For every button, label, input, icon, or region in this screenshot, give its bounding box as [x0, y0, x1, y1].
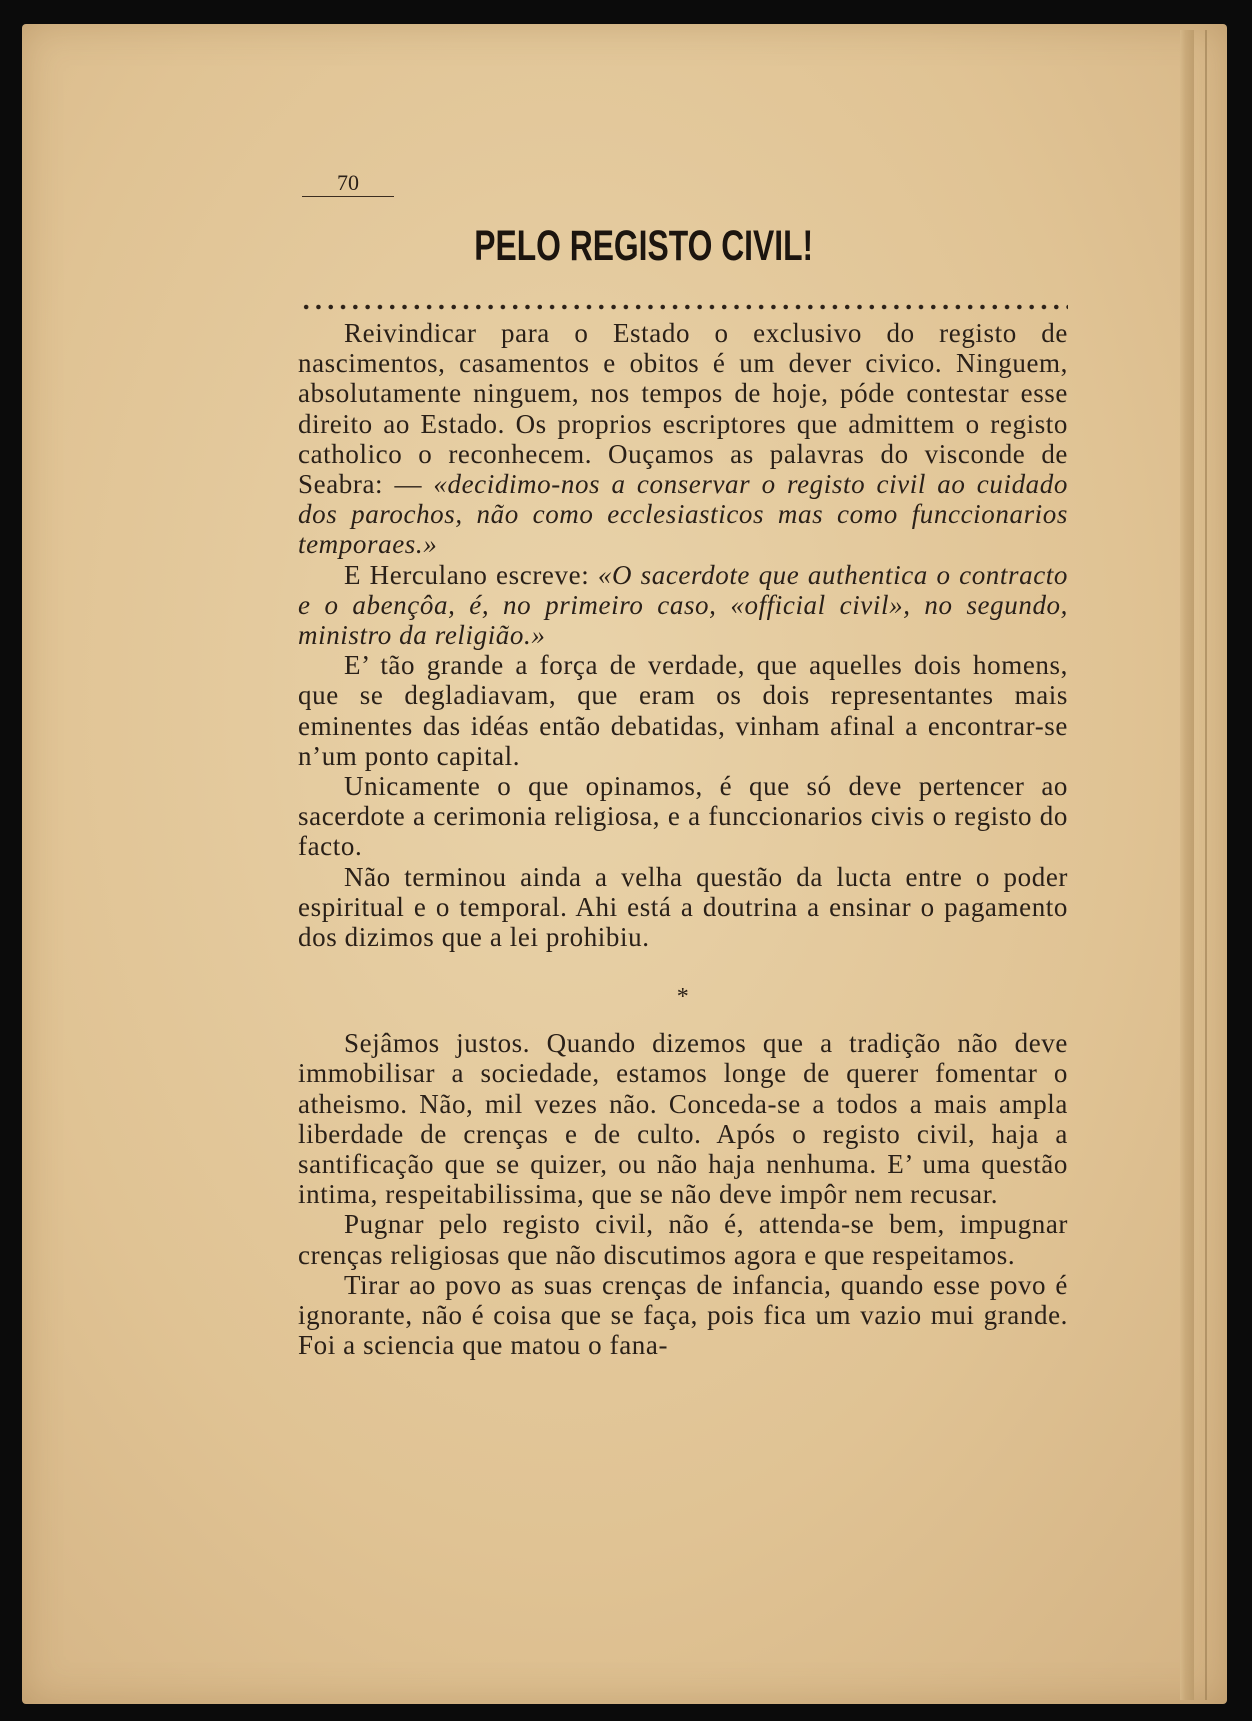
page-edge	[1205, 30, 1207, 1700]
paragraph-1-text: Reivindicar para o Estado o exclusivo do registo de nascimentos, casamentos e obitos é um dever civico. Ninguem, absolutamente ninguem, nos tempos de hoje, póde contestar esse direito ao Estado. Os proprios escriptores que admittem o registo catholico o reconhecem. Ouçamos as palavras do visconde de Seabra: —	[298, 318, 1068, 500]
page-gutter	[1180, 30, 1194, 1700]
paragraph-8: Tirar ao povo as suas crenças de infancia, quando esse povo é ignorante, não é coisa que se faça, pois fica um vazio mui grande. Foi a sciencia que matou o fana-	[298, 1269, 1068, 1361]
dotted-separator	[300, 303, 1068, 311]
paragraph-2-quote: «O sacerdote que authentica o contracto e o abençôa, é, no primeiro caso, «official civil», no segundo, ministro da religião.»	[298, 559, 1068, 651]
page-title	[180, 222, 1106, 271]
page-number: 70	[302, 170, 394, 197]
spacer	[298, 1010, 1068, 1028]
paragraph-7: Pugnar pelo registo civil, não é, attenda-se bem, impugnar crenças religiosas que não discutimos agora e que respeitamos.	[298, 1209, 1068, 1270]
paragraph-2	[298, 560, 1068, 651]
paragraph-6: Sejâmos justos. Quando dizemos que a tradição não deve immobilisar a sociedade, estamos longe de querer fomentar o atheismo. Não, mil vezes não. Conceda-se a todos a mais ampla liberdade de crenças e de culto. Após o registo civil, haja a santificação que se quizer, ou não haja nenhuma. E’ uma questão intima, respeitabilissima, que se não deve impôr nem recusar.	[298, 1028, 1068, 1210]
paragraph-5: Não terminou ainda a velha questão da lucta entre o poder espiritual e o temporal. Ahi está a doutrina a ensinar o pagamento dos dizimos que a lei prohibiu.	[298, 861, 1068, 953]
body-text	[298, 318, 1068, 1361]
section-separator: *	[676, 984, 690, 1011]
paragraph-4: Unicamente o que opinamos, é que só deve pertencer ao sacerdote a cerimonia religiosa, e a funccionarios civis o registo do facto.	[298, 771, 1068, 862]
paragraph-3: E’ tão grande a força de verdade, que aquelles dois homens, que se degladiavam, que eram os dois representantes mais eminentes das idéas então debatidas, vinham afinal a encontrar-se n’um ponto capital.	[298, 650, 1068, 771]
paragraph-1	[298, 318, 1068, 560]
paragraph-1-quote: «decidimo-nos a conservar o registo civil ao cuidado dos parochos, não como ecclesiasticos mas como funccionarios temporaes.»	[298, 469, 1068, 560]
page-title-text: PELO REGISTO CIVIL!	[474, 222, 814, 270]
paragraph-2-lead: E Herculano escreve:	[344, 559, 590, 590]
